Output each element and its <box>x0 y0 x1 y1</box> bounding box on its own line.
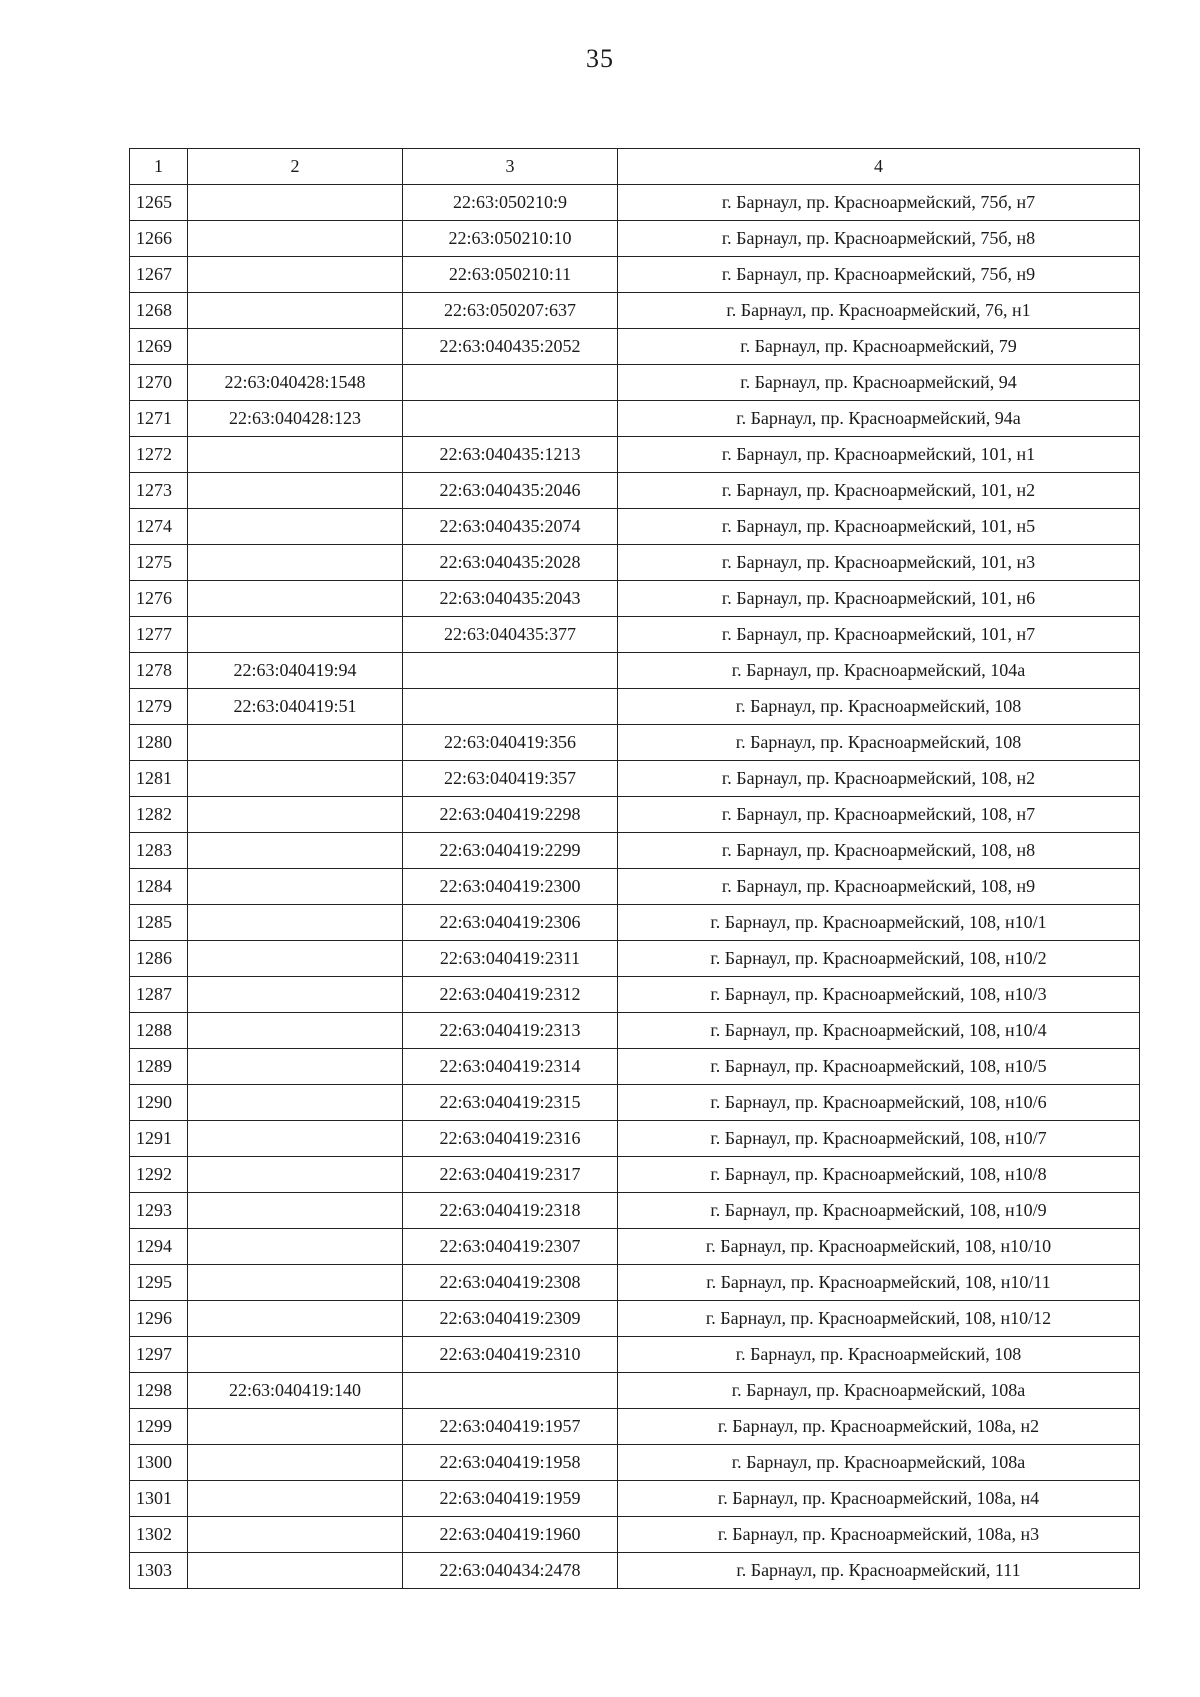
address-cell: г. Барнаул, пр. Красноармейский, 108 <box>618 725 1140 761</box>
address-cell: г. Барнаул, пр. Красноармейский, 94а <box>618 401 1140 437</box>
address-cell: г. Барнаул, пр. Красноармейский, 101, н6 <box>618 581 1140 617</box>
cadastral-number-land-cell <box>188 1481 403 1517</box>
cadastral-number-land-cell: 22:63:040419:94 <box>188 653 403 689</box>
address-cell: г. Барнаул, пр. Красноармейский, 108, н2 <box>618 761 1140 797</box>
cadastral-number-premises-cell: 22:63:040419:2313 <box>403 1013 618 1049</box>
address-cell: г. Барнаул, пр. Красноармейский, 94 <box>618 365 1140 401</box>
row-number-cell: 1282 <box>130 797 188 833</box>
row-number-cell: 1267 <box>130 257 188 293</box>
column-header-3: 3 <box>403 149 618 185</box>
address-cell: г. Барнаул, пр. Красноармейский, 75б, н8 <box>618 221 1140 257</box>
address-cell: г. Барнаул, пр. Красноармейский, 108, н10/7 <box>618 1121 1140 1157</box>
cadastral-number-land-cell <box>188 1553 403 1589</box>
address-cell: г. Барнаул, пр. Красноармейский, 108а <box>618 1445 1140 1481</box>
address-cell: г. Барнаул, пр. Красноармейский, 108, н10/9 <box>618 1193 1140 1229</box>
row-number-cell: 1292 <box>130 1157 188 1193</box>
cadastral-number-land-cell <box>188 617 403 653</box>
cadastral-number-premises-cell: 22:63:040419:2316 <box>403 1121 618 1157</box>
cadastral-number-land-cell <box>188 293 403 329</box>
cadastral-number-land-cell <box>188 473 403 509</box>
row-number-cell: 1272 <box>130 437 188 473</box>
table-row <box>130 1085 1140 1121</box>
column-header-2: 2 <box>188 149 403 185</box>
table-row <box>130 365 1140 401</box>
cadastral-number-land-cell <box>188 761 403 797</box>
row-number-cell: 1266 <box>130 221 188 257</box>
registry-table <box>129 148 1140 1589</box>
address-cell: г. Барнаул, пр. Красноармейский, 108, н10/4 <box>618 1013 1140 1049</box>
address-cell: г. Барнаул, пр. Красноармейский, 108 <box>618 689 1140 725</box>
table-row <box>130 1301 1140 1337</box>
cadastral-number-land-cell <box>188 725 403 761</box>
address-cell: г. Барнаул, пр. Красноармейский, 101, н3 <box>618 545 1140 581</box>
cadastral-number-premises-cell: 22:63:040419:2309 <box>403 1301 618 1337</box>
cadastral-number-land-cell <box>188 905 403 941</box>
cadastral-number-premises-cell: 22:63:040435:377 <box>403 617 618 653</box>
table-row <box>130 725 1140 761</box>
table-row <box>130 1265 1140 1301</box>
cadastral-number-premises-cell: 22:63:040419:2314 <box>403 1049 618 1085</box>
cadastral-number-land-cell <box>188 221 403 257</box>
cadastral-number-premises-cell: 22:63:040419:1957 <box>403 1409 618 1445</box>
cadastral-number-land-cell <box>188 1445 403 1481</box>
cadastral-number-premises-cell <box>403 653 618 689</box>
cadastral-number-premises-cell: 22:63:040419:2315 <box>403 1085 618 1121</box>
table-row <box>130 1193 1140 1229</box>
cadastral-number-premises-cell: 22:63:040419:356 <box>403 725 618 761</box>
cadastral-number-premises-cell: 22:63:040419:2317 <box>403 1157 618 1193</box>
table-row <box>130 905 1140 941</box>
address-cell: г. Барнаул, пр. Красноармейский, 108а, н2 <box>618 1409 1140 1445</box>
row-number-cell: 1276 <box>130 581 188 617</box>
cadastral-number-land-cell <box>188 1121 403 1157</box>
column-header-4: 4 <box>618 149 1140 185</box>
table-row <box>130 1157 1140 1193</box>
row-number-cell: 1281 <box>130 761 188 797</box>
row-number-cell: 1303 <box>130 1553 188 1589</box>
cadastral-number-premises-cell: 22:63:040435:2043 <box>403 581 618 617</box>
cadastral-number-premises-cell: 22:63:040419:2311 <box>403 941 618 977</box>
cadastral-number-premises-cell: 22:63:040419:1960 <box>403 1517 618 1553</box>
cadastral-number-land-cell <box>188 1013 403 1049</box>
cadastral-number-premises-cell: 22:63:040419:1959 <box>403 1481 618 1517</box>
address-cell: г. Барнаул, пр. Красноармейский, 108, н10/3 <box>618 977 1140 1013</box>
address-cell: г. Барнаул, пр. Красноармейский, 108, н10/2 <box>618 941 1140 977</box>
table-row <box>130 1373 1140 1409</box>
table-header <box>130 149 1140 185</box>
row-number-cell: 1301 <box>130 1481 188 1517</box>
header-row <box>130 149 1140 185</box>
row-number-cell: 1280 <box>130 725 188 761</box>
cadastral-number-land-cell <box>188 1337 403 1373</box>
row-number-cell: 1277 <box>130 617 188 653</box>
address-cell: г. Барнаул, пр. Красноармейский, 101, н5 <box>618 509 1140 545</box>
row-number-cell: 1283 <box>130 833 188 869</box>
cadastral-number-land-cell <box>188 1265 403 1301</box>
cadastral-number-premises-cell: 22:63:040419:2299 <box>403 833 618 869</box>
table-row <box>130 1049 1140 1085</box>
address-cell: г. Барнаул, пр. Красноармейский, 79 <box>618 329 1140 365</box>
cadastral-number-land-cell <box>188 437 403 473</box>
table-row <box>130 653 1140 689</box>
row-number-cell: 1278 <box>130 653 188 689</box>
row-number-cell: 1290 <box>130 1085 188 1121</box>
cadastral-number-land-cell <box>188 869 403 905</box>
address-cell: г. Барнаул, пр. Красноармейский, 108, н10/12 <box>618 1301 1140 1337</box>
address-cell: г. Барнаул, пр. Красноармейский, 108а, н3 <box>618 1517 1140 1553</box>
cadastral-number-premises-cell: 22:63:050210:9 <box>403 185 618 221</box>
address-cell: г. Барнаул, пр. Красноармейский, 108 <box>618 1337 1140 1373</box>
column-header-1: 1 <box>130 149 188 185</box>
cadastral-number-premises-cell <box>403 1373 618 1409</box>
table-row <box>130 833 1140 869</box>
row-number-cell: 1296 <box>130 1301 188 1337</box>
cadastral-number-land-cell <box>188 1229 403 1265</box>
cadastral-number-land-cell <box>188 1409 403 1445</box>
table-row <box>130 1409 1140 1445</box>
cadastral-number-premises-cell: 22:63:050210:10 <box>403 221 618 257</box>
row-number-cell: 1289 <box>130 1049 188 1085</box>
table-row <box>130 437 1140 473</box>
table-row <box>130 221 1140 257</box>
table-row <box>130 185 1140 221</box>
table-row <box>130 581 1140 617</box>
address-cell: г. Барнаул, пр. Красноармейский, 108, н10/11 <box>618 1265 1140 1301</box>
cadastral-number-premises-cell: 22:63:040435:1213 <box>403 437 618 473</box>
row-number-cell: 1300 <box>130 1445 188 1481</box>
address-cell: г. Барнаул, пр. Красноармейский, 108, н8 <box>618 833 1140 869</box>
table-row <box>130 689 1140 725</box>
row-number-cell: 1291 <box>130 1121 188 1157</box>
table-row <box>130 1229 1140 1265</box>
cadastral-number-premises-cell: 22:63:040435:2052 <box>403 329 618 365</box>
table-row <box>130 257 1140 293</box>
table-row <box>130 1481 1140 1517</box>
cadastral-number-premises-cell: 22:63:040419:2307 <box>403 1229 618 1265</box>
cadastral-number-land-cell <box>188 581 403 617</box>
address-cell: г. Барнаул, пр. Красноармейский, 108а, н4 <box>618 1481 1140 1517</box>
cadastral-number-premises-cell: 22:63:040419:2298 <box>403 797 618 833</box>
cadastral-number-land-cell <box>188 1301 403 1337</box>
cadastral-number-premises-cell: 22:63:040419:2312 <box>403 977 618 1013</box>
page-number: 35 <box>586 44 614 73</box>
cadastral-number-land-cell: 22:63:040419:140 <box>188 1373 403 1409</box>
row-number-cell: 1271 <box>130 401 188 437</box>
address-cell: г. Барнаул, пр. Красноармейский, 108, н10/10 <box>618 1229 1140 1265</box>
table-row <box>130 545 1140 581</box>
cadastral-number-land-cell <box>188 185 403 221</box>
address-cell: г. Барнаул, пр. Красноармейский, 101, н7 <box>618 617 1140 653</box>
row-number-cell: 1288 <box>130 1013 188 1049</box>
address-cell: г. Барнаул, пр. Красноармейский, 104а <box>618 653 1140 689</box>
cadastral-number-premises-cell: 22:63:040419:1958 <box>403 1445 618 1481</box>
table-row <box>130 1121 1140 1157</box>
address-cell: г. Барнаул, пр. Красноармейский, 108, н10/8 <box>618 1157 1140 1193</box>
cadastral-number-land-cell <box>188 1193 403 1229</box>
row-number-cell: 1298 <box>130 1373 188 1409</box>
address-cell: г. Барнаул, пр. Красноармейский, 108, н10/5 <box>618 1049 1140 1085</box>
table-row <box>130 401 1140 437</box>
table-row <box>130 1517 1140 1553</box>
address-cell: г. Барнаул, пр. Красноармейский, 108а <box>618 1373 1140 1409</box>
address-cell: г. Барнаул, пр. Красноармейский, 108, н7 <box>618 797 1140 833</box>
cadastral-number-land-cell <box>188 1049 403 1085</box>
cadastral-number-land-cell <box>188 545 403 581</box>
row-number-cell: 1268 <box>130 293 188 329</box>
table-row <box>130 617 1140 653</box>
cadastral-number-land-cell: 22:63:040428:1548 <box>188 365 403 401</box>
row-number-cell: 1295 <box>130 1265 188 1301</box>
row-number-cell: 1299 <box>130 1409 188 1445</box>
table-row <box>130 293 1140 329</box>
table-row <box>130 797 1140 833</box>
cadastral-number-premises-cell: 22:63:040419:2306 <box>403 905 618 941</box>
address-cell: г. Барнаул, пр. Красноармейский, 108, н10/1 <box>618 905 1140 941</box>
row-number-cell: 1284 <box>130 869 188 905</box>
cadastral-number-premises-cell: 22:63:050207:637 <box>403 293 618 329</box>
cadastral-number-premises-cell: 22:63:040419:2308 <box>403 1265 618 1301</box>
cadastral-number-premises-cell: 22:63:040435:2028 <box>403 545 618 581</box>
address-cell: г. Барнаул, пр. Красноармейский, 108, н9 <box>618 869 1140 905</box>
cadastral-number-land-cell <box>188 797 403 833</box>
cadastral-number-land-cell: 22:63:040428:123 <box>188 401 403 437</box>
cadastral-number-premises-cell: 22:63:040435:2074 <box>403 509 618 545</box>
cadastral-number-land-cell <box>188 941 403 977</box>
cadastral-number-premises-cell: 22:63:040434:2478 <box>403 1553 618 1589</box>
row-number-cell: 1286 <box>130 941 188 977</box>
table-row <box>130 329 1140 365</box>
table-row <box>130 509 1140 545</box>
cadastral-number-land-cell <box>188 1517 403 1553</box>
row-number-cell: 1285 <box>130 905 188 941</box>
row-number-cell: 1297 <box>130 1337 188 1373</box>
row-number-cell: 1265 <box>130 185 188 221</box>
address-cell: г. Барнаул, пр. Красноармейский, 101, н2 <box>618 473 1140 509</box>
table-row <box>130 1553 1140 1589</box>
row-number-cell: 1302 <box>130 1517 188 1553</box>
cadastral-number-premises-cell: 22:63:040419:357 <box>403 761 618 797</box>
row-number-cell: 1274 <box>130 509 188 545</box>
cadastral-number-premises-cell: 22:63:050210:11 <box>403 257 618 293</box>
address-cell: г. Барнаул, пр. Красноармейский, 75б, н7 <box>618 185 1140 221</box>
cadastral-number-land-cell <box>188 257 403 293</box>
cadastral-number-premises-cell: 22:63:040419:2300 <box>403 869 618 905</box>
cadastral-number-premises-cell <box>403 689 618 725</box>
table-body <box>130 185 1140 1589</box>
table-row <box>130 1013 1140 1049</box>
table-row <box>130 761 1140 797</box>
cadastral-number-land-cell <box>188 1157 403 1193</box>
row-number-cell: 1294 <box>130 1229 188 1265</box>
table-row <box>130 1445 1140 1481</box>
cadastral-number-premises-cell <box>403 365 618 401</box>
row-number-cell: 1269 <box>130 329 188 365</box>
cadastral-number-premises-cell: 22:63:040419:2318 <box>403 1193 618 1229</box>
row-number-cell: 1270 <box>130 365 188 401</box>
cadastral-number-premises-cell: 22:63:040419:2310 <box>403 1337 618 1373</box>
cadastral-number-land-cell: 22:63:040419:51 <box>188 689 403 725</box>
cadastral-number-premises-cell <box>403 401 618 437</box>
cadastral-number-land-cell <box>188 977 403 1013</box>
address-cell: г. Барнаул, пр. Красноармейский, 111 <box>618 1553 1140 1589</box>
table-row <box>130 473 1140 509</box>
table-row <box>130 1337 1140 1373</box>
address-cell: г. Барнаул, пр. Красноармейский, 101, н1 <box>618 437 1140 473</box>
row-number-cell: 1293 <box>130 1193 188 1229</box>
cadastral-number-land-cell <box>188 329 403 365</box>
address-cell: г. Барнаул, пр. Красноармейский, 76, н1 <box>618 293 1140 329</box>
address-cell: г. Барнаул, пр. Красноармейский, 75б, н9 <box>618 257 1140 293</box>
table-row <box>130 941 1140 977</box>
address-cell: г. Барнаул, пр. Красноармейский, 108, н10/6 <box>618 1085 1140 1121</box>
row-number-cell: 1273 <box>130 473 188 509</box>
row-number-cell: 1275 <box>130 545 188 581</box>
cadastral-number-land-cell <box>188 833 403 869</box>
cadastral-number-land-cell <box>188 509 403 545</box>
cadastral-number-premises-cell: 22:63:040435:2046 <box>403 473 618 509</box>
table-row <box>130 977 1140 1013</box>
table-row <box>130 869 1140 905</box>
cadastral-number-land-cell <box>188 1085 403 1121</box>
row-number-cell: 1287 <box>130 977 188 1013</box>
row-number-cell: 1279 <box>130 689 188 725</box>
